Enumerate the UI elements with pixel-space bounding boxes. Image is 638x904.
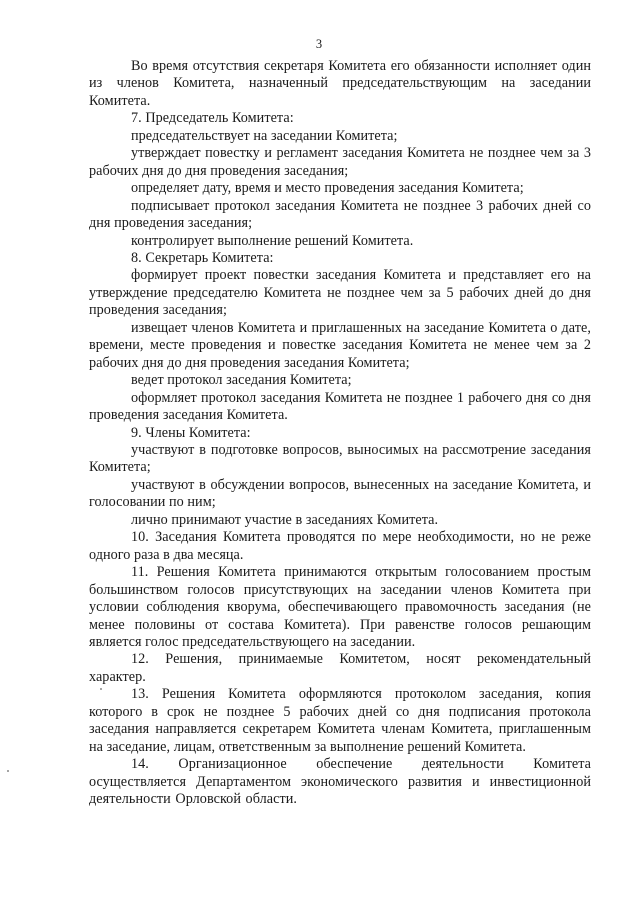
- paragraph-item-9-attend: лично принимают участие в заседаниях Комитета.: [131, 511, 439, 528]
- paragraph-item-7-chairs: председательствует на заседании Комитета;: [131, 127, 398, 144]
- paragraph-item-7-heading: 7. Председатель Комитета:: [131, 110, 294, 127]
- paragraph-item-9-heading: 9. Члены Комитета:: [131, 424, 251, 441]
- paragraph-item-12: 12. Решения, принимаемые Комитетом, носят рекомендательный характер.: [89, 651, 591, 685]
- paragraph-item-8-notifies: извещает членов Комитета и приглашенных на заседание Комитета о дате, времени, месте проведения и повестке заседания Комитета не менее чем за 2 рабочих дня до дня проведения заседания Комитета;: [89, 319, 591, 371]
- paragraph-item-7-signs-protocol: подписывает протокол заседания Комитета не позднее 3 рабочих дней со дня проведения заседания;: [89, 197, 591, 232]
- paragraph-item-8-issues-protocol: оформляет протокол заседания Комитета не позднее 1 рабочего дня со дня проведения заседания Комитета.: [89, 389, 591, 424]
- paragraph-secretary-absence: Во время отсутствия секретаря Комитета его обязанности исполняет один из членов Комитета, назначенный председательствующим на заседании Комитета.: [89, 58, 591, 109]
- scan-speck: [100, 688, 102, 690]
- paragraph-item-8-forms-agenda: формирует проект повестки заседания Комитета и представляет его на утверждение председателю Комитета не позднее чем за 5 рабочих дней до дня проведения заседания;: [89, 267, 591, 319]
- paragraph-item-11: 11. Решения Комитета принимаются открытым голосованием простым большинством голосов присутствующих на заседании членов Комитета при условии соблюдения кворума, обеспечивающего правомочность заседания (не менее половины от состава Комитета). При равенстве голосов решающим является голос председательствующего на заседании.: [89, 564, 591, 650]
- paragraph-item-10: 10. Заседания Комитета проводятся по мере необходимости, но не реже одного раза в два месяца.: [89, 529, 591, 563]
- page-number: 3: [315, 37, 323, 51]
- paragraph-item-13: 13. Решения Комитета оформляются протоколом заседания, копия которого в срок не позднее 5 рабочих дней со дня подписания протокола заседания направляется секретарем Комитета членам Комитета, приглашенным на заседание, лицам, ответственным за выполнение решений Комитета.: [89, 686, 591, 755]
- paragraph-item-8-heading: 8. Секретарь Комитета:: [131, 249, 274, 266]
- paragraph-item-7-sets-date: определяет дату, время и место проведения заседания Комитета;: [131, 180, 524, 197]
- paragraph-item-8-keeps-protocol: ведет протокол заседания Комитета;: [131, 372, 352, 389]
- document-body: [89, 58, 591, 808]
- paragraph-item-7-approves-agenda: утверждает повестку и регламент заседания Комитета не позднее чем за 3 рабочих дня до дня проведения заседания;: [89, 145, 591, 179]
- paragraph-item-7-controls: контролирует выполнение решений Комитета.: [131, 232, 414, 249]
- paragraph-item-9-prepare: участвуют в подготовке вопросов, выносимых на рассмотрение заседания Комитета;: [89, 441, 591, 476]
- paragraph-item-9-discuss: участвуют в обсуждении вопросов, вынесенных на заседание Комитета, и голосовании по ним;: [89, 476, 591, 511]
- paragraph-item-14: 14. Организационное обеспечение деятельности Комитета осуществляется Департаментом экономического развития и инвестиционной деятельности Орловской области.: [89, 756, 591, 808]
- scan-speck: [7, 770, 9, 772]
